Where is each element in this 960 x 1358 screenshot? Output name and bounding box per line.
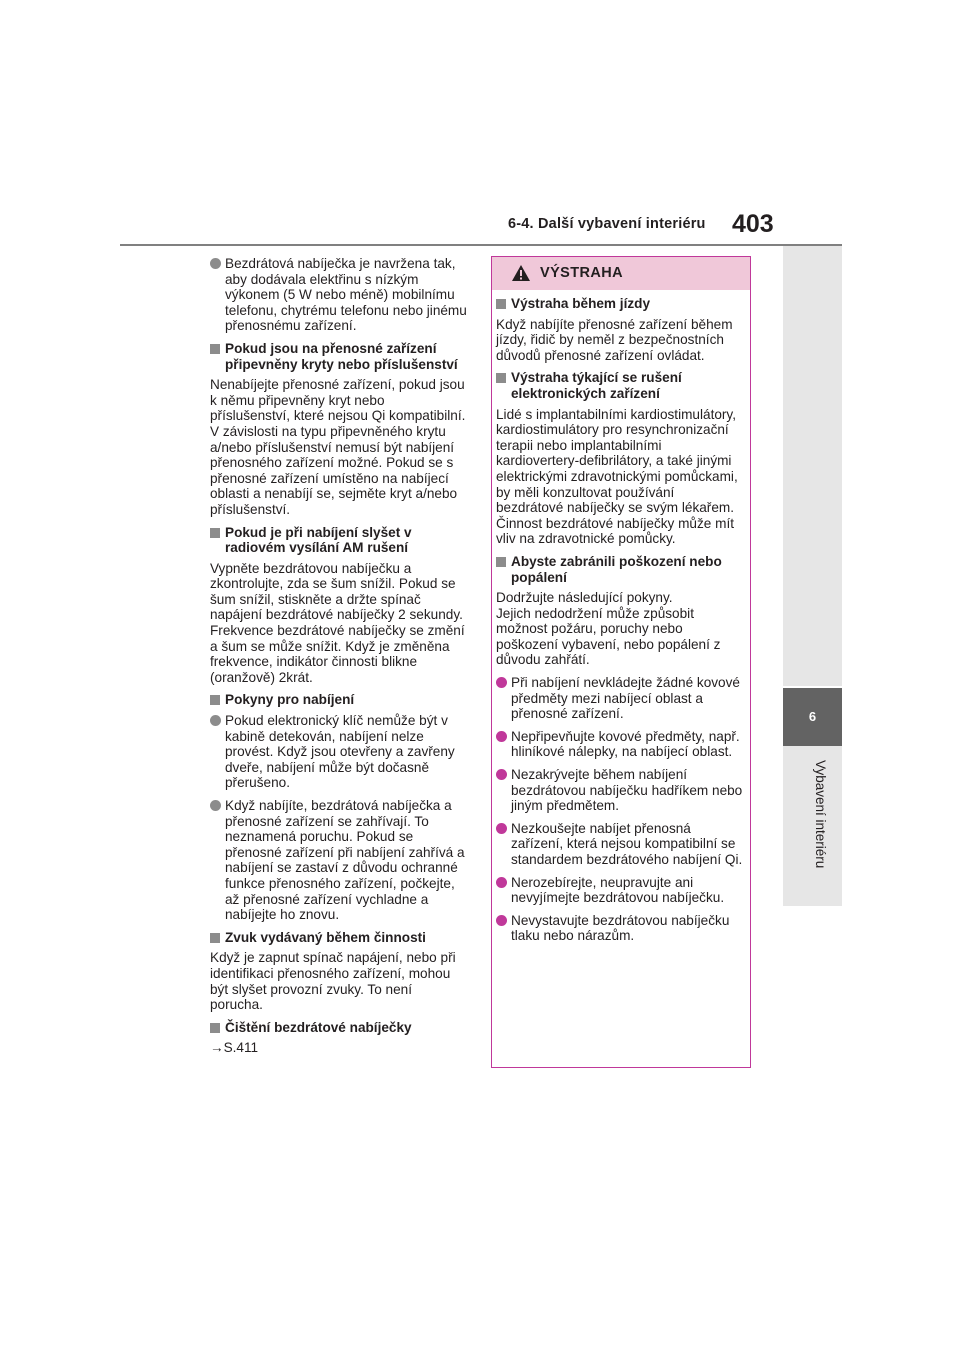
- page-number: 403: [732, 210, 774, 238]
- left-column: [210, 256, 468, 1063]
- square-bullet-icon: [496, 373, 506, 383]
- paragraph: Když nabíjíte přenosné zařízení během jízdy, řidič by neměl z bezpečnostních důvodů přenosné zařízení ovládat.: [496, 316, 733, 363]
- paragraph: Jejich nedodržení může způsobit možnost požáru, poruchy nebo poškození vybavení, nebo popálení z důvodu zahřátí.: [496, 605, 721, 668]
- subheading: Pokud je při nabíjení slyšet v radiovém vysílání AM rušení: [210, 525, 468, 556]
- bullet-icon: [496, 731, 507, 742]
- list-item: Nevystavujte bezdrátovou nabíječku tlaku nebo nárazům.: [496, 913, 743, 944]
- paragraph: Vypněte bezdrátovou nabíječku a zkontrolujte, zda se šum snížil. Pokud se šum snížil, stiskněte a držte spínač napájení bezdrátové nabíječky 2 sekundy. Frekvence bezdrátové nabíječky se změní a šum se může snížit. Když je změněna frekvence, indikátor činnosti blikne (oranžově) 2krát.: [210, 560, 465, 685]
- chapter-number-tab: 6: [783, 688, 842, 746]
- subheading: Čištění bezdrátové nabíječky: [210, 1020, 468, 1036]
- list-item: Nerozebírejte, neupravujte ani nevyjímejte bezdrátovou nabíječku.: [496, 875, 743, 906]
- list-item: Nepřipevňujte kovové předměty, např. hliníkové nálepky, na nabíjecí oblast.: [496, 729, 743, 760]
- square-bullet-icon: [496, 299, 506, 309]
- square-bullet-icon: [210, 1023, 220, 1033]
- subheading: Výstraha během jízdy: [496, 296, 743, 312]
- section-title: 6-4. Další vybavení interiéru: [508, 216, 706, 232]
- subheading: Pokyny pro nabíjení: [210, 692, 468, 708]
- warning-title: VÝSTRAHA: [540, 265, 623, 281]
- bullet-icon: [496, 915, 507, 926]
- warning-header: [492, 257, 750, 290]
- list-item: Pokud elektronický klíč nemůže být v kabině detekován, nabíjení nelze provést. Když jsou otevřeny a zavřeny dveře, nabíjení může být dočasně přerušeno.: [210, 713, 468, 791]
- list-item: Když nabíjíte, bezdrátová nabíječka a přenosné zařízení se zahřívají. To neznamená poruchu. Pokud se přenosné zařízení při nabíjení zahřívá a nabíjení se zastaví z důvodu ochranné funkce přenosného zařízení, počkejte, až přenosné zařízení vychladne a nabíjejte ho znovu.: [210, 798, 468, 923]
- bullet-icon: [210, 715, 221, 726]
- subheading: Abyste zabránili poškození nebo popálení: [496, 554, 743, 585]
- bullet-icon: [496, 823, 507, 834]
- bullet-icon: [210, 800, 221, 811]
- square-bullet-icon: [210, 933, 220, 943]
- paragraph: Lidé s implantabilními kardiostimulátory, kardiostimulátory pro resynchronizační terapii nebo implantabilními kardiovertery-defibrilátory, a také jinými elektrickými zdravotnickými pomůckami, by měli konzultovat používání bezdrátové nabíječky se svým lékařem.: [496, 406, 738, 516]
- square-bullet-icon: [210, 695, 220, 705]
- warning-body: [496, 296, 743, 951]
- subheading: Pokud jsou na přenosné zařízení připevněny kryty nebo příslušenství: [210, 341, 468, 372]
- list-item: Nezakrývejte během nabíjení bezdrátovou nabíječku hadříkem nebo jiným předmětem.: [496, 767, 743, 814]
- list-item: Při nabíjení nevkládejte žádné kovové předměty mezi nabíjecí oblast a přenosné zařízení.: [496, 675, 743, 722]
- bullet-icon: [210, 258, 221, 269]
- warning-triangle-icon: [511, 264, 531, 282]
- paragraph: Činnost bezdrátové nabíječky může mít vliv na zdravotnické pomůcky.: [496, 515, 735, 547]
- header-divider: [120, 244, 842, 246]
- side-tab-bar: [783, 246, 842, 686]
- subheading: Zvuk vydávaný během činnosti: [210, 930, 468, 946]
- subheading: Výstraha týkající se rušení elektronických zařízení: [496, 370, 743, 401]
- chapter-label: Vybavení interiéru: [813, 760, 828, 869]
- list-item: Bezdrátová nabíječka je navržena tak, aby dodávala elektřinu s nízkým výkonem (5 W nebo méně) mobilnímu telefonu, chytrému telefonu nebo jinému přenosnému zařízení.: [210, 256, 468, 334]
- page-reference-link[interactable]: →S.411: [210, 1040, 259, 1056]
- square-bullet-icon: [496, 557, 506, 567]
- square-bullet-icon: [210, 528, 220, 538]
- bullet-icon: [496, 769, 507, 780]
- paragraph: Dodržujte následující pokyny.: [496, 590, 673, 606]
- paragraph: Když je zapnut spínač napájení, nebo při identifikaci přenosného zařízení, mohou být slyšet provozní zvuky. To není porucha.: [210, 950, 456, 1013]
- bullet-icon: [496, 877, 507, 888]
- list-item: Nezkoušejte nabíjet přenosná zařízení, která nejsou kompatibilní se standardem bezdrátového nabíjení Qi.: [496, 821, 743, 868]
- paragraph: Nenabíjejte přenosné zařízení, pokud jsou k němu připevněny kryt nebo příslušenství, které nejsou Qi kompatibilní. V závislosti na typu připevněného krytu a/nebo příslušenství nemusí být nabíjení přenosného zařízení možné. Pokud se s přenosné zařízení umístěno na nabíjecí oblasti a nenabíjí se, sejměte kryt a/nebo příslušenství.: [210, 377, 466, 517]
- square-bullet-icon: [210, 344, 220, 354]
- warning-box: [491, 256, 751, 1068]
- bullet-icon: [496, 677, 507, 688]
